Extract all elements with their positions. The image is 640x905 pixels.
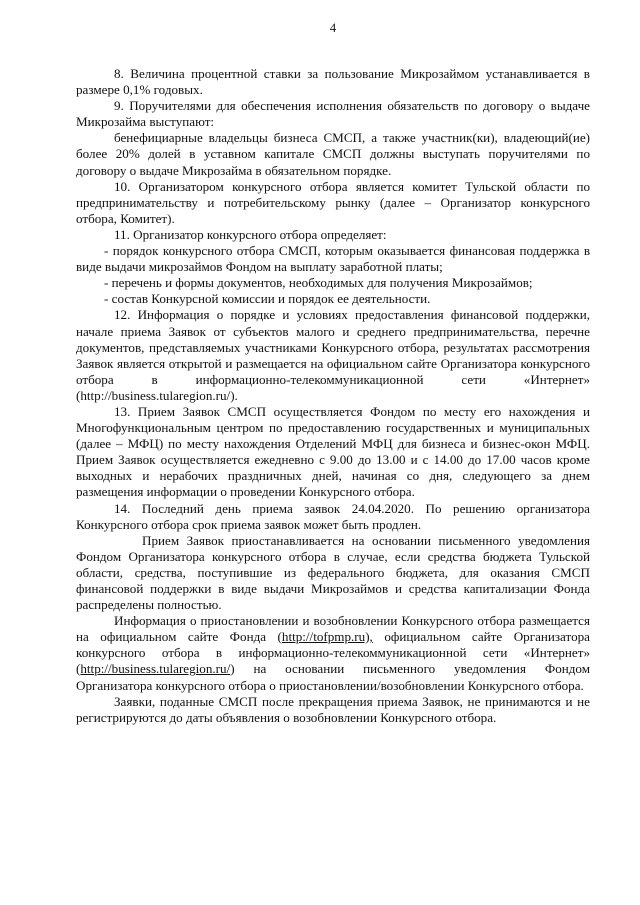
- document-body: [76, 66, 590, 726]
- business-site-link[interactable]: http://business.tularegion.ru/: [80, 661, 231, 677]
- paragraph-14-information: [76, 613, 590, 693]
- page-number: 4: [329, 21, 337, 35]
- text-segment: официальном сайте Организатора конкурсного отбора в информационно-телекоммуникационной сети «Интернет» (: [76, 629, 590, 677]
- paragraph-14-suspension: Прием Заявок приостанавливается на основании письменного уведомления Фондом Организатора конкурсного отбора в случае, если средства бюджета Тульской области, средства, поступившие из федерального бюджета, для оказания СМСП финансовой поддержки в виде выдачи Микрозаймов и средства капитализации Фонда распределены полностью.: [76, 532, 590, 613]
- text-segment: ) на основании письменного уведомления Фондом Организатора конкурсного отбора о приостановлении/возобновлении Конкурсного отбора.: [76, 661, 590, 693]
- paragraph-11-item-2: - перечень и формы документов, необходимых для получения Микрозаймов;: [104, 275, 533, 291]
- text-segment: Информация о приостановлении и возобновлении Конкурсного отбора размещается на официальном сайте Фонда (: [76, 613, 590, 645]
- paragraph-9-guarantors: бенефициарные владельцы бизнеса СМСП, а также участник(ки), владеющий(ие) более 20% долей в уставном капитале СМСП должны выступать поручителями по договору о выдаче Микрозайма в обязательном порядке.: [76, 130, 590, 178]
- fund-site-link[interactable]: http://tofpmp.ru),: [281, 629, 373, 645]
- paragraph-8: 8. Величина процентной ставки за пользование Микрозаймом устанавливается в размере 0,1% годовых.: [76, 66, 590, 98]
- paragraph-10: 10. Организатором конкурсного отбора является комитет Тульской области по предпринимательству и потребительскому рынку (далее – Организатор конкурсного отбора, Комитет).: [76, 178, 590, 226]
- paragraph-11-item-3: - состав Конкурсной комиссии и порядок ее деятельности.: [104, 291, 431, 307]
- paragraph-11: 11. Организатор конкурсного отбора определяет:: [114, 226, 387, 242]
- paragraph-14: 14. Последний день приема заявок 24.04.2020. По решению организатора Конкурсного отбора срок приема заявок может быть продлен.: [76, 500, 590, 532]
- paragraph-12: 12. Информация о порядке и условиях предоставления финансовой поддержки, начале приема Заявок от субъектов малого и среднего предпринимательства, перечне документов, представляемых участниками Конкурсного отбора, результатах рассмотрения Заявок является открытой и размещается на официальном сайте Организатора конкурсного отбора в информационно-телекоммуникационной сети «Интернет» (http://business.tularegion.ru/).: [76, 307, 590, 403]
- paragraph-11-item-1: - порядок конкурсного отбора СМСП, которым оказывается финансовая поддержка в виде выдачи микрозаймов Фондом на выплату заработной платы;: [76, 243, 590, 275]
- paragraph-14-late-applications: Заявки, поданные СМСП после прекращения приема Заявок, не принимаются и не регистрируются до даты объявления о возобновлении Конкурсного отбора.: [76, 693, 590, 725]
- paragraph-13: 13. Прием Заявок СМСП осуществляется Фондом по месту его нахождения и Многофункциональным центром по предоставлению государственных и муниципальных (далее – МФЦ) по месту нахождения Отделений МФЦ для бизнеса и бизнес-окон МФЦ. Прием Заявок осуществляется ежедневно с 9.00 до 13.00 и с 14.00 до 17.00 часов кроме выходных и нерабочих праздничных дней, начиная со дня, следующего за днем размещения информации о проведении Конкурсного отбора.: [76, 403, 590, 500]
- paragraph-9: 9. Поручителями для обеспечения исполнения обязательств по договору о выдаче Микрозайма выступают:: [76, 98, 590, 130]
